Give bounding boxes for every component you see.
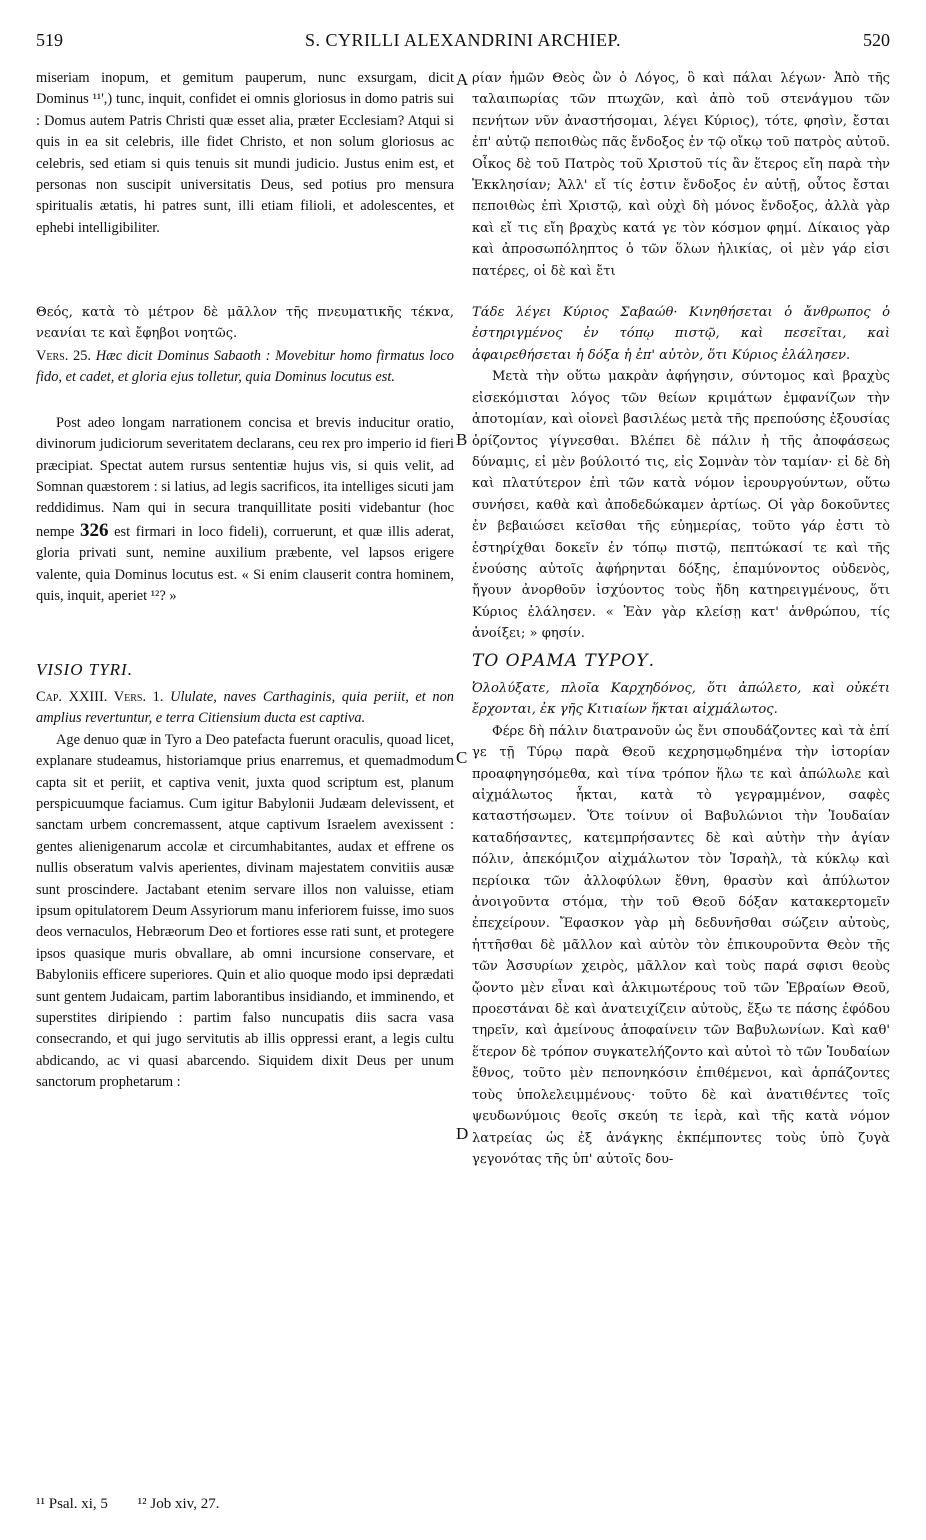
latin-chapter-verse bbox=[36, 687, 454, 730]
latin-paragraph-1: miseriam inopum, et gemitum pauperum, nunc exsurgam, dicit Dominus ¹¹',) tunc, inquit, confidet ei omnis gloriosus in domo patris sui : Domus autem Patris Christi quæ esset alia, præter Ecclesiam? Atqui si quis in ea sit celebris, ille fidet Christo, et non solum gloriosus ac celebris, sed etiam si quis tenuis sit mundi judicio. Justus enim est, et personas non suscipit universitatis Deus, sed potius pro mensura spiritualis ætatis, hi patres sunt, illi etiam filioli, et adolescentes, et ephebi intelligibiliter. bbox=[36, 70, 454, 236]
latin-column-continued bbox=[36, 346, 454, 1094]
running-header bbox=[36, 30, 890, 58]
latin-verse-25 bbox=[36, 346, 454, 389]
marker-b: B bbox=[456, 430, 468, 449]
page-number-left: 519 bbox=[36, 30, 63, 50]
greek-column bbox=[472, 68, 890, 1170]
running-title: S. CYRILLI ALEXANDRINI ARCHIEP. bbox=[304, 30, 621, 50]
chapter-label: Cap. XXIII. Vers. 1. bbox=[36, 688, 164, 705]
latin-paragraph-3: Age denuo quæ in Tyro a Deo patefacta fuerunt oraculis, quoad licet, explanare studeamus, historiamque prius enarremus, et quemadmodum capta sit et periit, et captiva venit, juxta quod scriptum est, planum perspicuumque faciamus. Cum igitur Babylonii Judæam delevissent, et sanctam urbem concremassent, atque captivum Israelem avexissent : gentes alienigenarum accolæ et circumhabitantes, audax et effrene os nullis obseratum valvis aperientes, divinam majestatem convitiis ausæ sunt proscindere. Jactabant etenim servare illos non valuisse, etiam ipsum opitulatorem Deum Assyriorum manu inferiorem fuisse, imo suos deos vernaculos, Hebræorum Deo et fortiores esse rati sunt, et protegere ipsos quasique muris obvallare, ab omni incursione conservare, et Babyloniis efficere superiores. Quin et alio quoque modo ipsi deprædati sunt gentem Judaicam, partim laborantibus insidiando, et imminendo, et superstites diripiendo : partim falso nuncupatis diis sacra vasa consecrando, et qui jugo servitutis ab illis oppressi erant, a legis cultu abdicando, ac vi quasi abarcendo. Siquidem dixit Deus per unum sanctorum prophetarum : bbox=[36, 731, 454, 1091]
latin-paragraph-2: Post adeo longam narrationem concisa et brevis inducitur oratio, divinorum judiciorum severitatem declarans, ceu rex pro imperio id fieri præcipiat. Spectat autem rursus sententiæ hujus vis, si quis velit, ad Somnan quæstorem : si latius, ad legis sacrificos, ita intelliges sicuti jam reddidimus. Nam qui in secura tranquillitate positi videbantur (hoc nempe 326 est firmari in loco fideli), corruerunt, et quæ illis aderat, gloria privati sunt, nemine auxilium præbente, vel lapsos erigere valente, quia Dominus locutus est. « Si enim clauserit contra hominem, quis, inquit, aperiet ¹²? » bbox=[36, 414, 454, 605]
greek-verse-25: Τάδε λέγει Κύριος Σαβαώθ· Κινηθήσεται ὁ ἄνθρωπος ὁ ἐστηριγμένος ἐν τόπῳ πιστῷ, καὶ πεσεῖται, καὶ ἀφαιρεθήσεται ἡ δόξα ἡ ἐπ' αὐτὸν, ὅτι Κύριος ἐλάλησεν. bbox=[472, 305, 890, 363]
greek-carryover-line: Θεός, κατὰ τὸ μέτρον δὲ μᾶλλον τῆς πνευματικῆς τέκνα, νεανίαι τε καὶ ἔφηβοι νοητῶς. bbox=[36, 305, 454, 342]
greek-paragraph-3: Φέρε δὴ πάλιν διατρανοῦν ὡς ἔνι σπουδάζοντες καὶ τὰ ἐπί γε τῇ Τύρῳ παρὰ Θεοῦ κεχρησμῳδημένα τὴν ἱστορίαν προαφηγησόμεθα, καὶ τίνα τρόπον ἥλω τε καὶ ἀπώλωλε καὶ αἰχμάλωτος ἧκται, κατὰ τὸ γεγραμμένον, σαφὲς καταστήσωμεν. Ὅτε τοίνυν οἱ Βαβυλώνιοι τὴν Ἰουδαίαν καταδήσαντες, κατεμπρήσαντες δὲ καὶ αὐτὴν τὴν ἁγίαν πόλιν, ἀπεκόμιζον αἰχμάλωτον τὸν Ἰσραὴλ, τὰ κύκλῳ καὶ περίοικα τῶν ἀλλοφύλων ἔθνη, θρασὺν καὶ ἀπύλωτον ἀνοιγοῦντα στόμα, τὴν τοῦ Θεοῦ δόξαν κατακερτομεῖν ἐπεχείρουν. Ἔφασκον γὰρ μὴ δεδυνῆσθαι σώζειν αὐτοὺς, ἡττῆσθαι δὲ μᾶλλον καὶ αὐτὸν τὸν ἐπικουροῦντα Θεὸν τῆς τῶν Ἀσσυρίων χειρὸς, μᾶλλον καὶ τοὺς παρά σφισι θεοὺς ᾤοντο μὲν εἶναι καὶ ἀλκιμωτέρους τοῦ τῶν Ἑβραίων Θεοῦ, προεστάναι δὲ καὶ ἀνατειχίζειν αὐτοὺς, ἔξω τε πάσης ἐφόδου τηρεῖν, καὶ ἀμείνους ἀποφαίνειν τῶν Βαβυλωνίων. Καὶ καθ' ἕτερον δὲ τρόπον συγκατελήζοντο καὶ αὐτοὶ τὸ τῶν Ἰουδαίων ἔθνος, τοῦτο μὲν πεπονηκόσιν ἐπιθέμενοι, καὶ ἁρπάζοντες τοὺς ὑπολελειμμένους· τοῦτο δὲ καὶ ἀνατιθέντες τοῖς ψευδωνύμοις θεοῖς σκεύη τε ἱερὰ, καὶ τῆς κατὰ νόμον λατρείας ὡς ἐξ ἀνάγκης ἐκπέμποντες τοὺς ὑπὸ ζυγὰ γεγονότας τῆς ὑπ' αὐτοῖς δου- bbox=[472, 723, 890, 1167]
page-number-right: 520 bbox=[863, 30, 890, 50]
chapter-verse-text: Ululate, naves Carthaginis, quia periit, et non amplius revertuntur, e terra Citiensium ducta est captiva. bbox=[36, 688, 454, 727]
verse-25-text: Hæc dicit Dominus Sabaoth : Movebitur homo firmatus loco fido, et cadet, et gloria ejus tolletur, quia Dominus locutus est. bbox=[36, 348, 454, 386]
footnote-12: ¹² Job xiv, 27. bbox=[137, 1496, 220, 1512]
bold-page-number: 326 bbox=[80, 519, 109, 541]
latin-column bbox=[36, 68, 454, 239]
marker-a: A bbox=[456, 70, 469, 89]
footnotes bbox=[36, 1496, 454, 1513]
greek-paragraph-1: ρίαν ἡμῶν Θεὸς ὢν ὁ Λόγος, ὃ καὶ πάλαι λέγων· Ἀπὸ τῆς ταλαιπωρίας τῶν πτωχῶν, καὶ ἀπὸ τοῦ στενάγμου τῶν πενήτων νῦν ἀναστήσομαι, λέγει Κύριος), τότε, φησὶν, ἔσται ἐπ' αὐτῷ πεποιθὼς πᾶς ἔνδοξος ἐν τῷ οἴκῳ τοῦ πατρὸς αὐτοῦ. Οἶκος δὲ τοῦ Πατρὸς τοῦ Χριστοῦ τίς ἂν ἕτερος εἴη παρὰ τὴν Ἐκκλησίαν; Ἀλλ' εἴ τίς ἐστιν ἔνδοξος ἐν αὐτῇ, οὗτος ἔσται πεποιθὼς ἐπὶ Χριστῷ, καὶ οὐχὶ δὴ μόνος ἔνδοξος, ἀλλὰ γὰρ καὶ εἴ τις εἴη βραχὺς κατά γε τὸν κόσμον φημί. Δίκαιος γὰρ καὶ ἀπροσωπόληπτος ὁ τῶν ὅλων ἡλικίας, οἱ μὲν γάρ εἰσι πατέρες, οἱ δὲ καὶ ἔτι bbox=[472, 71, 890, 279]
marker-d: D bbox=[456, 1124, 469, 1143]
greek-section-heading: ΤΟ ΟΡΑΜΑ ΤΥΡΟΥ. bbox=[472, 650, 655, 671]
latin-section-heading: VISIO TYRI. bbox=[36, 660, 133, 680]
marker-c: C bbox=[456, 748, 468, 767]
greek-paragraph-2: Μετὰ τὴν οὕτω μακρὰν ἀφήγησιν, σύντομος καὶ βραχὺς εἰσεκόμισται λόγος τῶν θείων κριμάτων ἐμφανίζων τὴν ἀποτομίαν, καὶ οἱονεὶ βασιλέως μετὰ τῆς πρεπούσης ἐξουσίας ὁρίζοντος γίγνεσθαι. Βλέπει δὲ πάλιν ἡ τῆς ἀποφάσεως δύναμις, εἰ μὲν βούλοιτό τις, εἰς Σομνὰν τὸν ταμίαν· εἰ δὲ δὴ καὶ πλατύτερον ἐπὶ τῶν κατὰ νόμον ἱερουργούντων, οὕτω συνήσει, καθὰ καὶ ἀποδεδώκαμεν ἀρτίως. Οἱ γὰρ δοκοῦντες ἐν βεβαιώσει κεῖσθαι τῆς εὐημερίας, τοῦτο γάρ ἐστι τὸ ἐστηρίχθαι δοκεῖν ἐν τόπῳ πιστῷ, πεπτώκασί τε καὶ τῆς ἐνούσης αὐτοῖς ἀφήρηνται δόξης, ἐπαμύνοντος οὐδενὸς, ἤγουν ἀνορθοῦν ἰσχύοντος τοὺς ἤδη κατηρειγμένους, ὅτι Κύριος ἐλάλησεν. « Ἐὰν γὰρ κλείσῃ κατ' ἀνθρώπου, τίς ἀνοίξει; » φησίν. bbox=[472, 369, 890, 642]
greek-chapter-verse: Ὀλολύξατε, πλοῖα Καρχηδόνος, ὅτι ἀπώλετο, καὶ οὐκέτι ἔρχονται, ἐκ γῆς Κιτιαίων ἥκται αἰχμάλωτος. bbox=[472, 680, 890, 718]
footnote-11: ¹¹ Psal. xi, 5 bbox=[36, 1496, 108, 1512]
verse-25-label: Vers. 25. bbox=[36, 348, 92, 364]
